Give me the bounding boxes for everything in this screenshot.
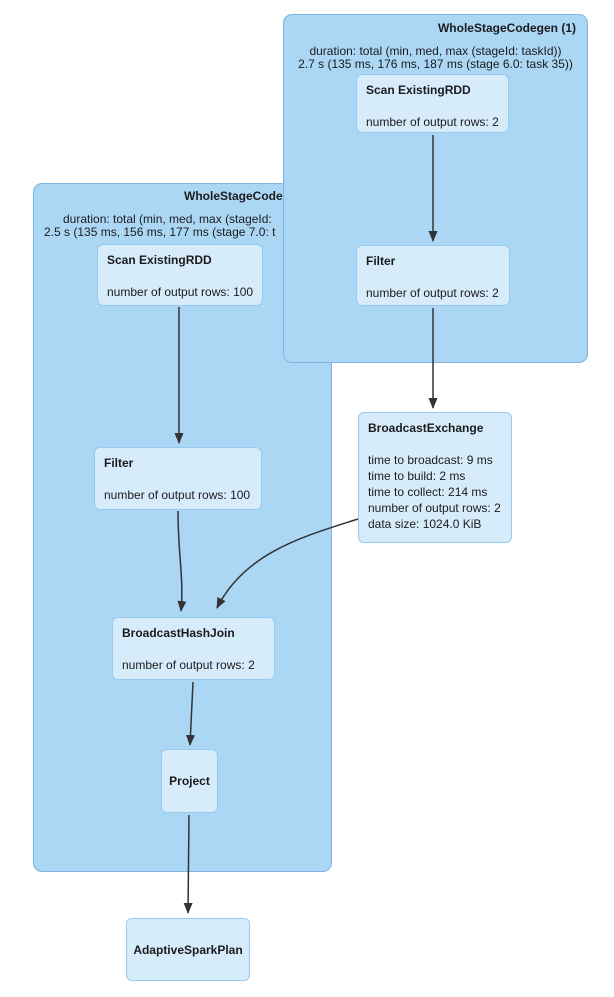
node-title: Scan ExistingRDD (107, 253, 212, 267)
node-title: Filter (366, 254, 396, 268)
node-title: Scan ExistingRDD (366, 83, 471, 97)
cluster-title: WholeStageCode (184, 189, 283, 203)
node-metric: number of output rows: 2 (366, 286, 499, 300)
node-metric: number of output rows: 100 (107, 285, 254, 299)
node-metric: time to collect: 214 ms (368, 485, 488, 499)
node-metric: time to broadcast: 9 ms (368, 453, 493, 467)
node-broadcastexchange[interactable] (358, 412, 512, 543)
node-title: Project (169, 774, 210, 788)
node-metric: data size: 1024.0 KiB (368, 517, 482, 531)
node-broadcasthashjoin[interactable] (112, 617, 275, 680)
cluster-duration-header: duration: total (min, med, max (stageId: taskId)) (309, 44, 562, 58)
node-title: AdaptiveSparkPlan (133, 942, 243, 957)
node-project[interactable] (161, 749, 218, 813)
cluster-duration-value: 2.5 s (135 ms, 156 ms, 177 ms (stage 7.0: t (44, 225, 276, 239)
node-filter-2[interactable] (94, 447, 262, 510)
node-metric: number of output rows: 2 (368, 501, 501, 515)
node-title: BroadcastExchange (368, 421, 484, 435)
node-metric: number of output rows: 2 (366, 115, 499, 129)
node-metric: number of output rows: 100 (104, 488, 251, 502)
cluster-title: WholeStageCodegen (1) (437, 21, 576, 35)
node-adaptivesparkplan[interactable] (126, 918, 250, 981)
node-metric: number of output rows: 2 (122, 658, 255, 672)
node-title: Filter (104, 456, 134, 470)
node-metric: time to build: 2 ms (368, 469, 466, 483)
cluster-duration-value: 2.7 s (135 ms, 176 ms, 187 ms (stage 6.0: task 35)) (298, 57, 573, 71)
cluster-duration-header: duration: total (min, med, max (stageId: (63, 212, 272, 226)
node-filter-1[interactable] (356, 245, 510, 306)
node-scan-existingrdd-2[interactable] (97, 244, 263, 306)
node-scan-existingrdd-1[interactable] (356, 74, 509, 133)
node-title: BroadcastHashJoin (122, 626, 235, 640)
cluster-wholestagecodegen-1 (283, 14, 588, 363)
